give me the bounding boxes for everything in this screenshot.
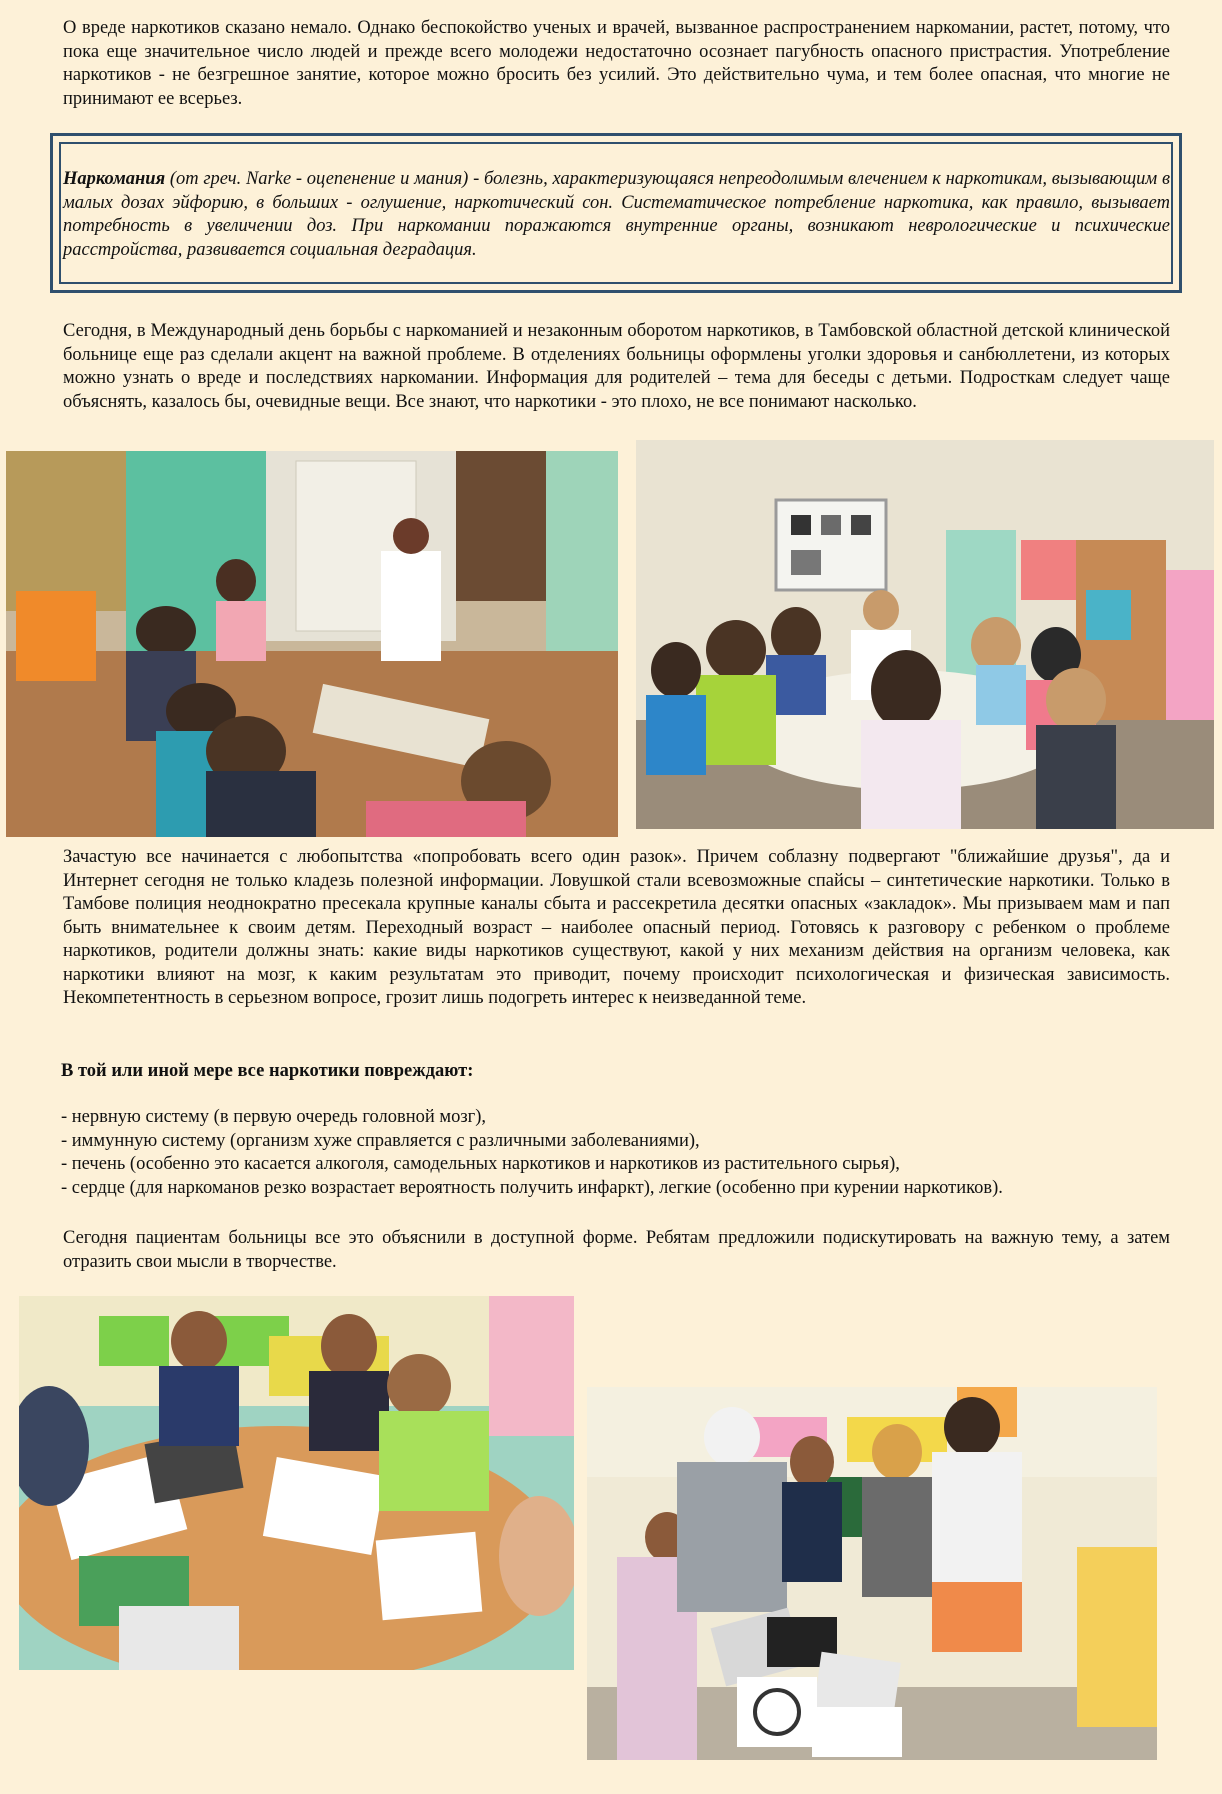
definition-term: Наркомания (63, 169, 166, 189)
photo-doctor-lecture (6, 451, 618, 837)
photo-group-discussion (636, 440, 1214, 829)
paragraph-day-against-drugs: Сегодня, в Международный день борьбы с наркоманией и незаконным оборотом наркотиков, в Тамбовской областной детской клинической больнице еще раз сделали акцент на важной проблеме. В отделениях больницы оформлены уголки здоровья и санбюллетени, из которых можно узнать о вреде и последствиях наркомании. Информация для родителей – тема для беседы с детьми. Подросткам следует чаще объяснять, казалось бы, очевидные вещи. Все знают, что наркотики - это плохо, не все понимают насколько. (63, 321, 1170, 412)
definition-body: (от греч. Narke - оцепенение и мания) - болезнь, характеризующаяся непреодолимым влечением к наркотикам, вызывающим в малых дозах эйфорию, в больших - оглушение, наркотический сон. Систематическое потребление наркотика, как правило, вызывает потребность в увеличении доз. При наркомании поражаются внутренние органы, возникают неврологические и психические расстройства, развивается социальная деградация. (63, 169, 1170, 260)
damage-heading: В той или иной мере все наркотики повреждают: (61, 1061, 474, 1081)
list-item: - печень (особенно это касается алкоголя, самодельных наркотиков и наркотиков из растительного сырья), (61, 1154, 900, 1174)
paragraph-curiosity: Зачастую все начинается с любопытства «попробовать всего один разок». Причем соблазну подвергают "ближайшие друзья", да и Интернет сегодня не только кладезь полезной информации. Ловушкой стали всевозможные спайсы – синтетические наркотики. Только в Тамбове полиция неоднократно пресекала крупные каналы сбыта и рассекретила десятки опасных «закладок». Мы призываем мам и пап быть внимательнее к своим детям. Переходный возраст – наиболее опасный период. Готовясь к разговору с ребенком о проблеме наркотиков, родители должны знать: какие виды наркотиков существуют, какой у них механизм действия на организм человека, как наркотики влияют на мозг, к каким результатам это приводит, почему происходит психологическая и физическая зависимость. Некомпетентность в серьезном вопросе, грозит лишь подогреть интерес к неизведанной теме. (63, 847, 1170, 1008)
list-item: - нервную систему (в первую очередь головной мозг), (61, 1107, 487, 1127)
intro-paragraph: О вреде наркотиков сказано немало. Однако беспокойство ученых и врачей, вызванное распространением наркомании, растет, потому, что пока еще значительное число людей и прежде всего молодежи недостаточно осознает пагубность опасного пристрастия. Употребление наркотиков - не безгрешное занятие, которое можно бросить без усилий. Это действительно чума, и тем более опасная, что многие не принимают ее всерьез. (63, 18, 1170, 109)
list-item: - иммунную систему (организм хуже справляется с различными заболеваниями), (61, 1130, 700, 1151)
photo-children-drawing (19, 1296, 574, 1670)
photo-children-with-posters (587, 1387, 1157, 1760)
damage-list (61, 1106, 1171, 1200)
definition-text (63, 168, 1170, 262)
list-item: - сердце (для наркоманов резко возрастает вероятность получить инфаркт), легкие (особенно при курении наркотиков). (61, 1177, 1003, 1198)
paragraph-creativity: Сегодня пациентам больницы все это объяснили в доступной форме. Ребятам предложили подискутировать на важную тему, а затем отразить свои мысли в творчестве. (63, 1228, 1170, 1272)
